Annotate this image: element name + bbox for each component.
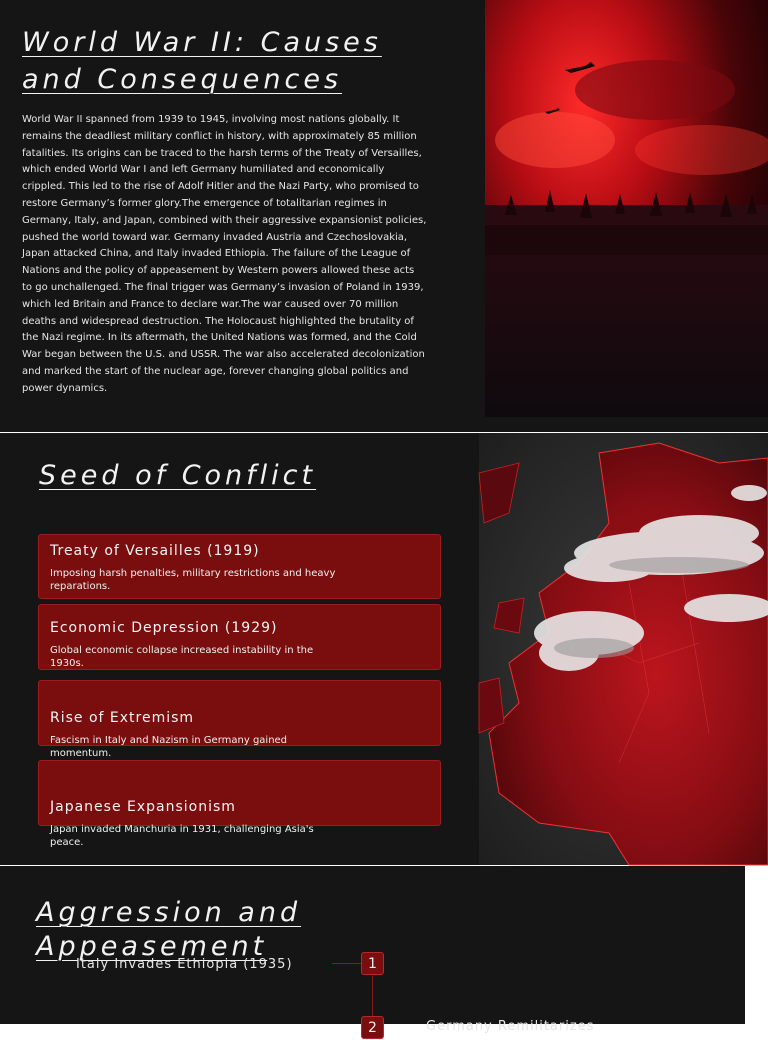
card-title: Economic Depression (1929) [50,620,278,636]
section-title: Aggression and Appeasement [36,897,302,962]
card-title: Japanese Expansionism [50,799,236,815]
timeline-connector [332,963,362,964]
card-description: Global economic collapse increased instability in the 1930s. [50,645,314,669]
cause-card-versailles [38,534,441,599]
card-description: Imposing harsh penalties, military restrictions and heavy reparations. [50,568,336,592]
timeline-label: Germany Remilitarizes [426,1019,595,1034]
slide-intro [0,0,768,432]
card-description: Japan invaded Manchuria in 1931, challenging Asia's peace. [50,824,314,848]
slide-title: World War II: Causes and Consequences [22,27,382,95]
timeline-marker: 1 [361,952,384,975]
europe-map-image [479,433,768,865]
intro-paragraph: World War II spanned from 1939 to 1945, involving most nations globally. It remains the deadliest military conflict in history, with approximately 85 million fatalities. Its origins can be traced to the harsh terms of the Treaty of Versailles, which ended World War I and left Germany humiliated and economically crippled. This led to the rise of Adolf Hitler and the Nazi Party, who promised to restore Germany’s former glory.The emergence of totalitarian regimes in Germany, Italy, and Japan, combined with their aggressive expansionist policies, pushed the world toward war. Germany invaded Austria and Czechoslovakia, Japan attacked China, and Italy invaded Ethiopia. The failure of the League of Nations and the policy of appeasement by Western powers allowed these acts to go unchallenged. The final trigger was Germany’s invasion of Poland in 1939, which led Britain and France to declare war.The war caused over 70 million deaths and widespread destruction. The Holocaust highlighted the brutality of the Nazi regime. In its aftermath, the United Nations was formed, and the Cold War began between the U.S. and USSR. The war also accelerated decolonization and marked the start of the nuclear age, forever changing global politics and power dynamics. [22,114,427,394]
battlefield-image [485,0,768,417]
section-title: Seed of Conflict [39,460,317,491]
card-description: Fascism in Italy and Nazism in Germany gained momentum. [50,735,288,759]
slide-aggression-appeasement [0,866,745,1036]
slide-seed-of-conflict [0,433,768,865]
card-title: Rise of Extremism [50,710,195,726]
timeline-marker: 2 [361,1016,384,1039]
cause-card-depression [38,604,441,670]
cause-card-extremism [38,680,441,759]
cause-card-japan [38,760,441,848]
timeline-label: Italy Invades Ethiopia (1935) [76,957,293,972]
card-title: Treaty of Versailles (1919) [50,543,260,559]
